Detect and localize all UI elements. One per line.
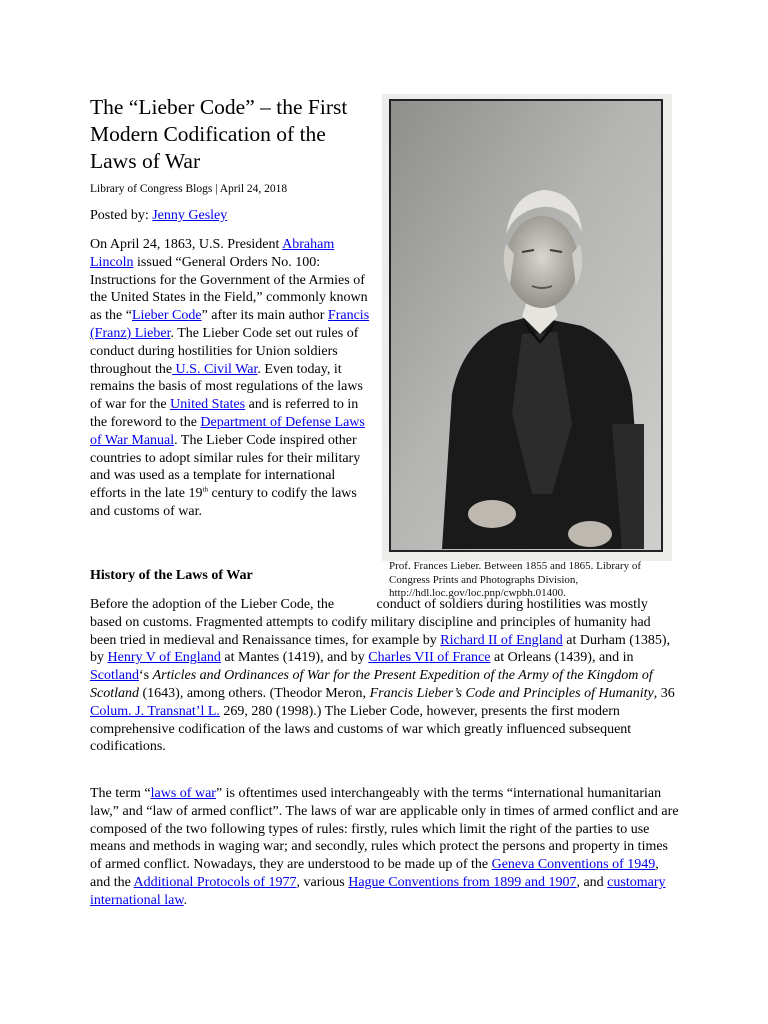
- text-run: conduct of soldiers during hostilities was mostly based on customs. Fragmented attempts to codify military discipline and principles of humanity had been tried in medieval and Renaissance times, for example by: [90, 597, 651, 648]
- definition-paragraph: [90, 785, 680, 910]
- text-run: century to codify the laws and customs of war.: [90, 486, 357, 519]
- text-run: The term “: [90, 786, 151, 801]
- photo-caption: Prof. Frances Lieber. Between 1855 and 1865. Library of Congress Prints and Photographs Division, http://hdl.loc.gov/loc.pnp/cwpbh.01400.: [389, 560, 642, 599]
- text-run: . The Lieber Code set out rules of conduct during hostilities for Union soldiers throughout the: [90, 325, 359, 377]
- link-customary-law[interactable]: customary international law: [90, 874, 666, 908]
- text-run: at Durham (1385), by: [90, 632, 671, 666]
- text-run: ‘s: [139, 668, 153, 684]
- text-run: . The Lieber Code inspired other countries to adopt similar rules for their military and was used as a template for international efforts in the late 19: [90, 432, 361, 502]
- link-hague-conventions[interactable]: Hague Conventions from 1899 and 1907: [348, 874, 577, 890]
- text-run: (1643), among others. (Theodor Meron,: [139, 685, 370, 701]
- text-run: , and the: [90, 857, 659, 890]
- superscript: th: [202, 485, 208, 494]
- link-dod-manual[interactable]: Department of Defense Laws of War Manual: [90, 414, 365, 448]
- article-title: The “Lieber Code” – the First Modern Codification of the Laws of War: [90, 95, 348, 173]
- text-run: . Even today, it remains the basis of most regulations of the laws of war for the: [90, 361, 363, 413]
- link-united-states[interactable]: United States: [170, 397, 246, 413]
- text-run: , various: [296, 874, 349, 890]
- link-lieber-code[interactable]: Lieber Code: [131, 308, 202, 324]
- link-charles-vii[interactable]: Charles VII of France: [368, 650, 491, 666]
- text-run: On April 24, 1863, U.S. President: [90, 237, 283, 252]
- link-henry-v[interactable]: Henry V of England: [107, 650, 221, 666]
- history-paragraph: [90, 596, 680, 756]
- posted-by: [90, 208, 227, 224]
- text-run: issued “General Orders No. 100: Instructions for the Government of the Armies of the United States in the Field,” commonly known as the “: [90, 254, 368, 324]
- text-run: .: [183, 892, 188, 908]
- text-run: Before the adoption of the Lieber Code, the: [90, 597, 335, 612]
- text-run: , and: [576, 874, 608, 890]
- text-run: ” after its main author: [201, 308, 328, 324]
- author-link[interactable]: Jenny Gesley: [152, 208, 228, 223]
- portrait-image: [382, 94, 672, 561]
- link-abraham-lincoln[interactable]: Abraham Lincoln: [90, 237, 335, 270]
- posted-label: Posted by:: [90, 208, 153, 223]
- link-richard-ii[interactable]: Richard II of England: [440, 632, 563, 648]
- article-meta: Library of Congress Blogs | April 24, 2018: [90, 183, 288, 195]
- link-columbia-journal[interactable]: Colum. J. Transnat’l L.: [90, 703, 220, 719]
- text-run: ” is oftentimes used interchangeably with the terms “international humanitarian law,” and “law of armed conflict”. The laws of war are applicable only in times of armed conflict and are composed of the two following types of rules: firstly, rules which limit the right of the parties to use means and methods in waging war; and secondly, rules which protect the persons and property in times of armed conflict. Nowadays, they are understood to be made up of the: [90, 786, 679, 873]
- link-francis-lieber[interactable]: Francis (Franz) Lieber: [90, 308, 370, 341]
- text-run: , 36: [653, 685, 675, 701]
- link-laws-of-war[interactable]: laws of war: [150, 786, 216, 801]
- text-run: at Mantes (1419), and by: [220, 650, 369, 666]
- link-civil-war[interactable]: U.S. Civil War: [172, 361, 258, 377]
- intro-paragraph: [90, 236, 373, 521]
- italic-title: Francis Lieber’s Code and Principles of Humanity: [369, 685, 654, 701]
- text-run: at Orleans (1439), and in: [490, 650, 634, 666]
- text-run: and is referred to in the foreword to the: [90, 397, 359, 430]
- link-additional-protocols[interactable]: Additional Protocols of 1977: [133, 874, 297, 890]
- text-run: 269, 280 (1998).) The Lieber Code, however, presents the first modern comprehensive codification of the laws and customs of war which greatly influenced subsequent codifications.: [90, 703, 632, 755]
- link-scotland[interactable]: Scotland: [90, 668, 139, 684]
- link-geneva-conventions[interactable]: Geneva Conventions of 1949: [491, 857, 656, 873]
- section-heading: History of the Laws of War: [90, 568, 253, 583]
- portrait-photo: [382, 94, 672, 561]
- italic-title: Articles and Ordinances of War for the Present Expedition of the Army of the Kingdom of Scotland: [90, 668, 653, 701]
